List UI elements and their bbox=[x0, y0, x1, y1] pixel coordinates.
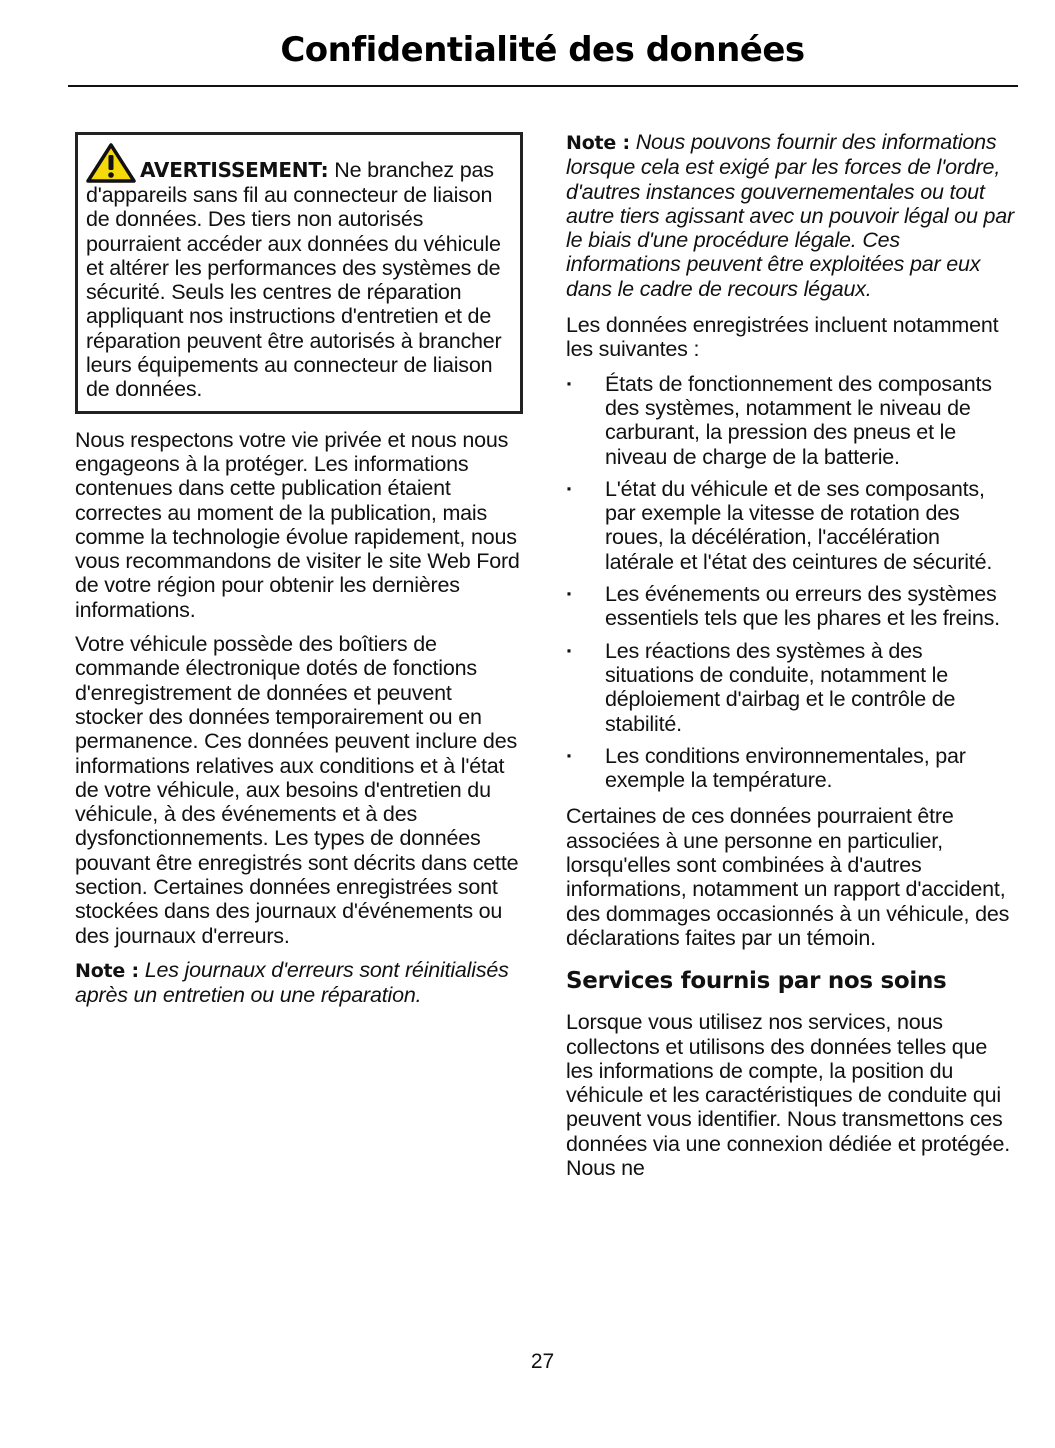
page-title: Confidentialité des données bbox=[280, 30, 805, 70]
list-item: · États de fonctionnement des composants des systèmes, notamment le niveau de carburant, la pression des pneus et le niveau de charge de la batterie. bbox=[566, 371, 992, 469]
right-column bbox=[566, 130, 1014, 1190]
warning-triangle-icon bbox=[86, 143, 136, 183]
bullet-icon: · bbox=[566, 582, 573, 607]
services-paragraph: Lorsque vous utilisez nos services, nous collectons et utilisons des données telles que les informations de compte, la position du véhicule et les caractéristiques de conduite qui peuvent vous identifier. Nous transmettons ces données via une connexion dédiée et protégée. Nous ne bbox=[566, 1010, 1011, 1180]
note-text: Nous pouvons fournir des informations lorsque cela est exigé par les forces de l'ordre, d'autres instances gouvernementales ou tout autre tiers agissant avec un pouvoir légal ou par le biais d'une procédure légale. Ces informations peuvent être exploitées par eux dans le cadre de recours légaux. bbox=[566, 130, 1014, 301]
bullet-icon: · bbox=[566, 371, 573, 396]
recorded-data-intro: Les données enregistrées incluent notamment les suivantes : bbox=[566, 313, 999, 362]
bullet-icon: · bbox=[566, 743, 573, 768]
list-item: · Les réactions des systèmes à des situations de conduite, notamment le déploiement d'airbag et le contrôle de stabilité. bbox=[566, 638, 956, 736]
note-error-logs bbox=[75, 958, 523, 1008]
warning-label: AVERTISSEMENT: bbox=[140, 158, 329, 182]
note-label: Note : bbox=[75, 959, 139, 982]
note-text: Les journaux d'erreurs sont réinitialisés après un entretien ou une réparation. bbox=[75, 957, 509, 1008]
warning-box bbox=[75, 132, 523, 414]
personal-data-paragraph: Certaines de ces données pourraient être associées à une personne en particulier, lorsqu'elles sont combinées à d'autres informations, notamment un rapport d'accident, des dommages occasionnés à un véhicule, des déclarations faites par un témoin. bbox=[566, 804, 1010, 950]
data-recording-paragraph: Votre véhicule possède des boîtiers de commande électronique dotés de fonctions d'enregistrement de données et peuvent stocker des données temporairement ou en permanence. Ces données peuvent inclure des informations relatives aux conditions et à l'état de votre véhicule, aux besoins d'entretien du véhicule, à des événements et à des dysfonctionnements. Les types de données pouvant être enregistrés sont décrits dans cette section. Certaines données enregistrées sont stockées dans des journaux d'événements ou des journaux d'erreurs. bbox=[75, 632, 519, 948]
note-label: Note : bbox=[566, 132, 630, 154]
list-item: · Les conditions environnementales, par exemple la température. bbox=[566, 743, 966, 793]
list-item: · L'état du véhicule et de ses composants, par exemple la vitesse de rotation des roues, la décélération, l'accélération latérale et l'état des ceintures de sécurité. bbox=[566, 476, 993, 574]
note-legal bbox=[566, 130, 1014, 301]
privacy-paragraph: Nous respectons votre vie privée et nous nous engageons à la protéger. Les informations contenues dans cette publication étaient correctes au moment de la publication, mais comme la technologie évolue rapidement, nous vous recommandons de visiter le site Web Ford de votre région pour obtenir les dernières informations. bbox=[75, 427, 520, 622]
title-divider bbox=[68, 85, 1018, 87]
list-item: · Les événements ou erreurs des systèmes essentiels tels que les phares et les freins. bbox=[566, 582, 1000, 631]
recorded-data-list bbox=[566, 372, 1014, 793]
warning-text: Ne branchez pas d'appareils sans fil au connecteur de liaison de données. Des tiers non autorisés pourraient accéder aux données du véhicule et altérer les performances des systèmes de sécurité. Seuls les centres de réparation appliquant nos instructions d'entretien et de réparation peuvent être autorisés à brancher leurs équipements au connecteur de liaison de données. bbox=[86, 158, 502, 402]
left-column bbox=[75, 132, 523, 1018]
section-heading-services: Services fournis par nos soins bbox=[566, 968, 947, 995]
bullet-icon: · bbox=[566, 638, 573, 663]
bullet-icon: · bbox=[566, 476, 573, 501]
page-number: 27 bbox=[530, 1350, 555, 1373]
